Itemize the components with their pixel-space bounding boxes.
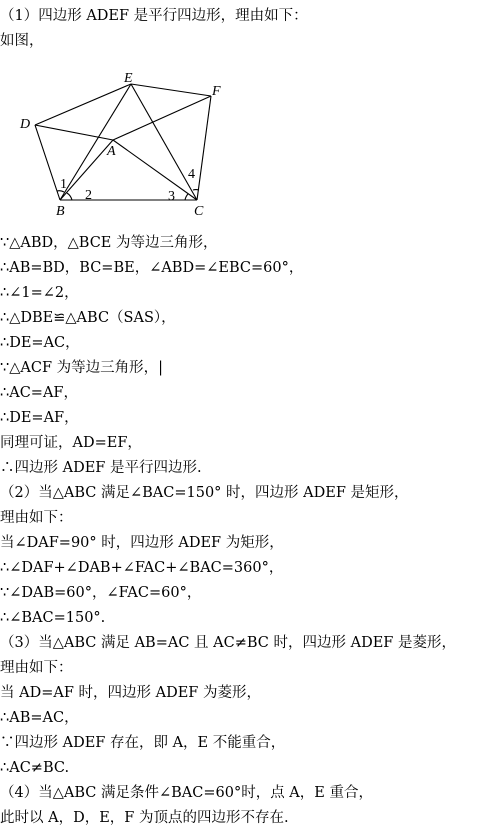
segment-FC xyxy=(197,96,211,200)
label-A: A xyxy=(107,144,116,159)
segment-DE xyxy=(35,84,131,125)
label-B: B xyxy=(56,204,65,219)
text-line-11: 同理可证，AD=EF， xyxy=(0,435,142,451)
label-C: C xyxy=(194,204,204,219)
label-angle-4: 4 xyxy=(188,167,195,182)
segment-AF xyxy=(113,96,211,140)
text-line-12: ∴四边形 ADEF 是平行四边形. xyxy=(0,460,202,476)
text-line-19: （3）当△ABC 满足 AB=AC 且 AC≠BC 时，四边形 ADEF 是菱形， xyxy=(0,635,456,651)
text-line-9: ∴AC=AF， xyxy=(0,385,78,401)
label-angle-3: 3 xyxy=(168,189,175,204)
label-angle-2: 2 xyxy=(85,188,92,203)
text-line-10: ∴DE=AF， xyxy=(0,410,79,426)
text-line-18: ∴∠BAC=150°. xyxy=(0,610,106,626)
text-line-6: ∴△DBE≌△ABC（SAS）， xyxy=(0,310,176,326)
angle-arc-3 xyxy=(185,194,188,200)
angle-arc-2 xyxy=(67,193,72,200)
segment-EF xyxy=(131,84,211,96)
text-line-2: 如图， xyxy=(0,33,44,49)
label-F: F xyxy=(212,84,221,99)
text-line-8: ∵△ACF 为等边三角形，| xyxy=(0,360,163,376)
text-line-13: （2）当△ABC 满足∠BAC=150° 时，四边形 ADEF 是矩形， xyxy=(0,485,409,501)
text-line-1: （1）四边形 ADEF 是平行四边形，理由如下： xyxy=(0,8,308,24)
label-D: D xyxy=(20,117,31,132)
text-line-15: 当∠DAF=90° 时，四边形 ADEF 为矩形， xyxy=(0,535,284,551)
text-line-23: ∵四边形 ADEF 存在，即 A，E 不能重合， xyxy=(0,735,286,751)
text-line-14: 理由如下： xyxy=(0,510,73,526)
text-line-7: ∴DE=AC， xyxy=(0,335,80,351)
text-line-24: ∴AC≠BC. xyxy=(0,760,70,776)
segment-EC xyxy=(131,84,197,200)
text-line-21: 当 AD=AF 时，四边形 ADEF 为菱形， xyxy=(0,685,261,701)
text-line-4: ∴AB=BD，BC=BE，∠ABD=∠EBC=60°， xyxy=(0,260,304,276)
label-E: E xyxy=(124,71,133,86)
text-line-25: （4）当△ABC 满足条件∠BAC=60°时，点 A，E 重合， xyxy=(0,785,373,801)
text-line-3: ∵△ABD，△BCE 为等边三角形， xyxy=(0,235,218,251)
text-line-20: 理由如下： xyxy=(0,660,73,676)
text-line-26: 此时以 A，D，E，F 为顶点的四边形不存在. xyxy=(0,810,289,826)
text-line-17: ∵∠DAB=60°，∠FAC=60°， xyxy=(0,585,202,601)
geometry-figure xyxy=(0,60,240,220)
text-line-5: ∴∠1=∠2， xyxy=(0,285,79,301)
segment-AC xyxy=(113,140,197,200)
text-line-22: ∴AB=AC， xyxy=(0,710,79,726)
segment-EB xyxy=(60,84,131,200)
segment-BD xyxy=(35,125,60,200)
label-angle-1: 1 xyxy=(60,177,67,192)
text-line-16: ∴∠DAF+∠DAB+∠FAC+∠BAC=360°， xyxy=(0,560,284,576)
